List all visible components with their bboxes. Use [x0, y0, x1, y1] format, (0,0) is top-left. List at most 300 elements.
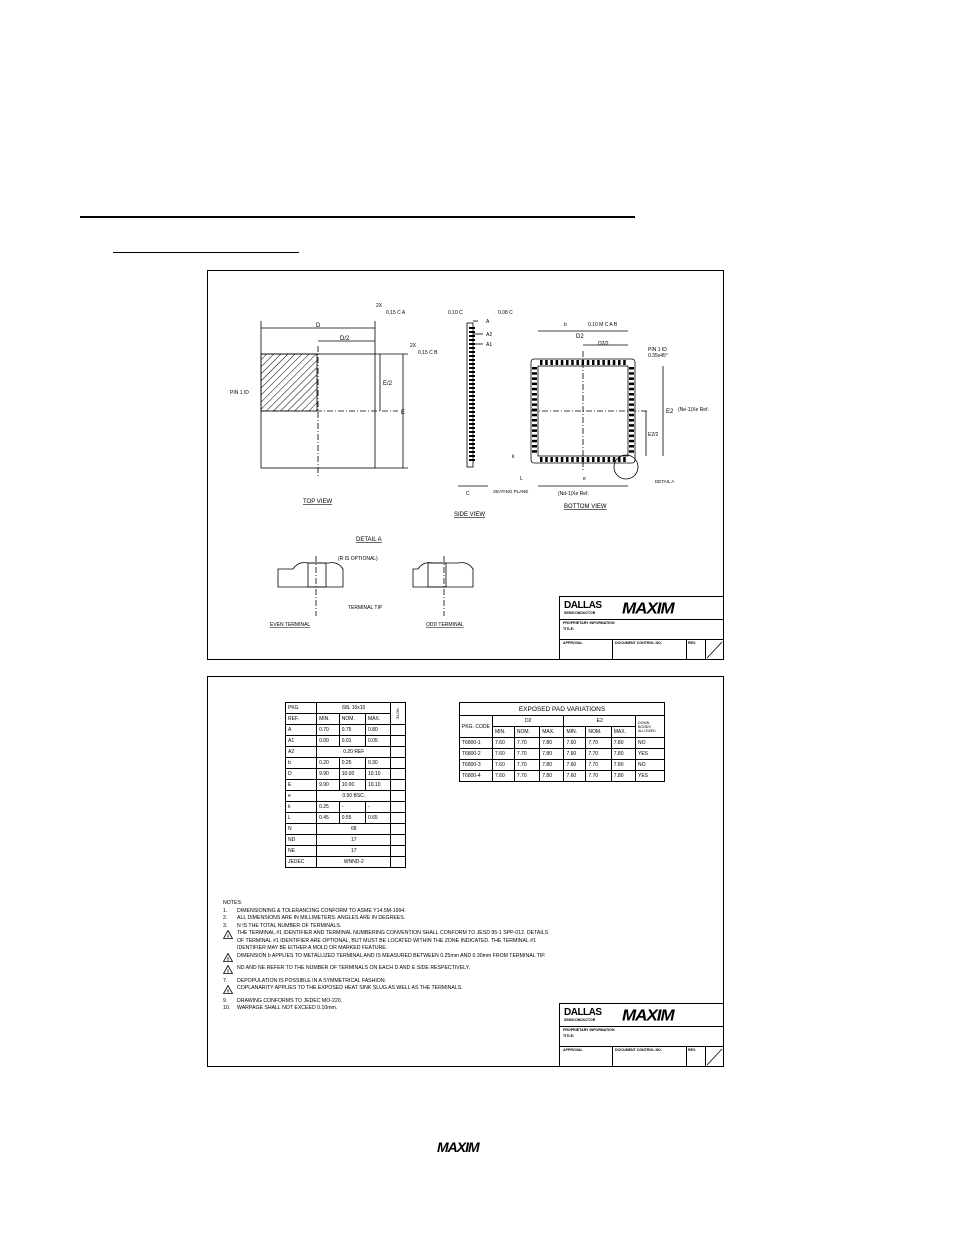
doc-control-label: DOCUMENT CONTROL NO.: [615, 641, 662, 645]
terminal-pad: [532, 435, 537, 438]
terminal-pad: [532, 377, 537, 380]
terminal-pad: [613, 457, 616, 462]
table-cell: 7.60: [493, 760, 515, 771]
terminal-pad: [469, 455, 475, 457]
terminal-pad: [623, 457, 626, 462]
table-cell: k: [286, 802, 317, 813]
terminal-pad: [629, 393, 634, 396]
table-row: [286, 802, 406, 813]
note-text: N IS THE TOTAL NUMBER OF TERMINALS.: [237, 922, 342, 929]
detail-a-title: DETAIL A: [356, 537, 382, 543]
terminal-pad: [532, 388, 537, 391]
svg-text:b: b: [564, 322, 567, 328]
note-text: COPLANARITY APPLIES TO THE EXPOSED HEAT SINK SLUG AS WELL AS THE TERMINALS.: [237, 985, 463, 992]
table-cell: -: [365, 802, 390, 813]
table-row: [460, 771, 665, 782]
table-cell: 7.80: [540, 738, 564, 749]
rev-label: REV.: [688, 1048, 697, 1052]
terminal-pad: [540, 360, 543, 365]
table-cell: 7.60: [493, 738, 515, 749]
terminal-pad: [469, 411, 475, 413]
terminal-pad: [571, 457, 574, 462]
table-cell: 7.70: [586, 749, 611, 760]
table-cell: NE: [286, 846, 317, 857]
table-cell: 0.80: [365, 725, 390, 736]
svg-text:D2: D2: [576, 334, 584, 340]
note-item: [223, 930, 553, 953]
terminal-pad: [613, 360, 616, 365]
terminal-pad: [550, 457, 553, 462]
note-item: [223, 923, 553, 931]
terminal-pad: [629, 377, 634, 380]
terminal-pad: [587, 457, 590, 462]
pin1-label: PIN 1 ID: [230, 390, 249, 396]
terminal-pad: [629, 388, 634, 391]
terminal-pad: [602, 457, 605, 462]
table-cell: 10.00: [339, 780, 365, 791]
svg-text:D2/2: D2/2: [598, 341, 609, 347]
table-header-cell: PKG. CODE: [460, 716, 493, 738]
table-cell: [391, 736, 406, 747]
note-item: [223, 953, 553, 966]
terminal-pad: [469, 447, 475, 449]
table-cell: 0.45: [317, 813, 340, 824]
terminal-pad: [469, 423, 475, 425]
terminal-pad: [469, 407, 475, 409]
title-label: TITLE:: [563, 1034, 575, 1038]
table-cell: A: [286, 725, 317, 736]
svg-text:0.35x45°: 0.35x45°: [648, 353, 668, 359]
terminal-pad: [532, 367, 537, 370]
terminal-pad: [469, 343, 475, 345]
terminal-pad: [618, 360, 621, 365]
terminal-pad: [469, 327, 475, 329]
terminal-pad: [532, 403, 537, 406]
table-cell: E: [286, 780, 317, 791]
terminal-pad: [469, 399, 475, 401]
table-cell: 10.00: [339, 769, 365, 780]
note-number: 2.: [223, 915, 228, 922]
table-row: [286, 791, 406, 802]
terminal-pad: [550, 360, 553, 365]
terminal-pad: [469, 439, 475, 441]
title-block: [559, 596, 723, 659]
terminal-pad: [629, 450, 634, 453]
table-cell: 7.60: [564, 771, 586, 782]
table-cell: YES: [636, 749, 665, 760]
note-text: THE TERMINAL #1 IDENTIFIER AND TERMINAL NUMBERING CONVENTION SHALL CONFORM TO JESD 95-1 SPP-012. DETAILS OF TERMINAL #1 IDENTIFIER ARE OPTIONAL, BUT MUST BE LOCATED WITHIN THE ZONE INDICATED. THE TERMINAL #1 IDENTIFIER MAY BE EITHER A MOLD OR MARKED FEATURE.: [237, 930, 549, 952]
note-triangle-icon: [223, 953, 233, 966]
terminal-pad: [469, 379, 475, 381]
table-cell: [391, 846, 406, 857]
terminal-pad: [561, 457, 564, 462]
doc-control-label: DOCUMENT CONTROL NO.: [615, 1048, 662, 1052]
dim-e: E: [401, 410, 406, 416]
terminal-pad: [469, 355, 475, 357]
dimension-table: [285, 702, 406, 868]
terminal-pad: [532, 440, 537, 443]
table-cell: [391, 813, 406, 824]
table-row: [460, 716, 665, 727]
bottom-view-label: BOTTOM VIEW: [564, 504, 607, 510]
table-cell: WNND-2: [317, 857, 391, 868]
note-triangle-icon: [223, 985, 233, 998]
side-view-label: SIDE VIEW: [454, 512, 486, 518]
terminal-pad: [469, 335, 475, 337]
terminal-pad: [597, 457, 600, 462]
terminal-pad: [469, 435, 475, 437]
table-cell: 0.01: [339, 736, 365, 747]
table-cell: A1: [286, 736, 317, 747]
table-cell: 0.55: [339, 813, 365, 824]
table-header-cell: NOM.: [339, 714, 365, 725]
footer-maxim-logo: MAXIM: [437, 1139, 479, 1155]
terminal-pad: [469, 375, 475, 377]
terminal-pad: [469, 347, 475, 349]
note-number: 7.: [223, 977, 228, 984]
terminal-pad: [566, 457, 569, 462]
svg-text:8: 8: [226, 988, 230, 994]
svg-text:4: 4: [226, 933, 230, 939]
table-cell: 9.90: [317, 769, 340, 780]
table-cell: PKG: [286, 703, 317, 714]
terminal-pad: [469, 359, 475, 361]
tol-frame-a: 0.15 C A: [386, 310, 406, 316]
title-block: [559, 1003, 723, 1066]
table-cell: 7.60: [493, 771, 515, 782]
dim-d-half: D/2: [340, 336, 350, 342]
notes-title: NOTES:: [223, 900, 243, 906]
tol-frame-b: 0.15 C B: [418, 350, 438, 356]
table-header-cell: MAX.: [611, 727, 635, 738]
table-cell: [391, 747, 406, 758]
table-row: [286, 835, 406, 846]
proprietary-label: PROPRIETARY INFORMATION: [563, 621, 615, 625]
table-header-cell: MAX.: [540, 727, 564, 738]
note-text: DEPOPULATION IS POSSIBLE IN A SYMMETRICAL FASHION.: [237, 977, 387, 984]
terminal-pad: [629, 424, 634, 427]
table-cell: 7.80: [611, 749, 635, 760]
bottom-view-pads: [469, 327, 634, 462]
terminal-pad: [469, 395, 475, 397]
section-rule: [80, 216, 635, 218]
terminal-pad: [629, 440, 634, 443]
terminal-pad: [592, 457, 595, 462]
terminal-pad: [469, 387, 475, 389]
table-cell: [391, 725, 406, 736]
terminal-pad: [540, 457, 543, 462]
terminal-tip-label: TERMINAL TIP: [348, 605, 383, 611]
svg-text:A: A: [486, 319, 490, 325]
seating-plane-label: SEATING PLANE: [493, 489, 529, 494]
table-cell: 0.50 BSC.: [317, 791, 391, 802]
terminal-pad: [629, 429, 634, 432]
table-cell: T6800-4: [460, 771, 493, 782]
table-cell: 0.00: [317, 736, 340, 747]
note-item: [223, 978, 553, 986]
terminal-pad: [469, 383, 475, 385]
table-cell: 68L 10x10: [317, 703, 391, 714]
terminal-pad: [556, 457, 559, 462]
terminal-pad: [618, 457, 621, 462]
position-frame: 0.10 M C A B: [588, 322, 618, 328]
company-logo: DALLAS SEMICONDUCTOR MAXIM: [560, 1004, 723, 1027]
table-cell: 0.70: [317, 725, 340, 736]
note-item: [223, 965, 553, 978]
table-cell: 7.70: [514, 749, 539, 760]
approval-label: APPROVAL: [563, 641, 583, 645]
note-item: [223, 915, 553, 923]
rev-label: REV.: [688, 641, 697, 645]
svg-text:L: L: [520, 476, 523, 482]
terminal-pad: [469, 367, 475, 369]
table-cell: NOTE: [391, 703, 406, 725]
table-row: [286, 714, 406, 725]
table-cell: [391, 835, 406, 846]
table-cell: 0.20 REF: [317, 747, 391, 758]
terminal-pad: [532, 372, 537, 375]
table-row: [460, 760, 665, 771]
table-header-cell: DOWN BONDS ALLOWED: [636, 716, 665, 738]
nd-ref-label: (Nd-1)Xe Ref.: [558, 491, 589, 497]
table-cell: ND: [286, 835, 317, 846]
terminal-pad: [469, 371, 475, 373]
note-text: ALL DIMENSIONS ARE IN MILLIMETERS. ANGLES ARE IN DEGREES.: [237, 915, 406, 922]
note-text: DIMENSIONING & TOLERANCING CONFORM TO ASME Y14.5M-1994.: [237, 907, 406, 914]
table-header-cell: MIN.: [564, 727, 586, 738]
table-row: [286, 857, 406, 868]
svg-text:2X: 2X: [376, 303, 383, 309]
table-cell: 7.70: [586, 760, 611, 771]
note-text: DIMENSION b APPLIES TO METALLIZED TERMINAL AND IS MEASURED BETWEEN 0.25mm AND 0.30mm FROM TERMINAL TIP.: [237, 952, 546, 959]
table-cell: A2: [286, 747, 317, 758]
table-row: [286, 769, 406, 780]
table-cell: [391, 802, 406, 813]
terminal-pad: [576, 457, 579, 462]
table-row: [286, 725, 406, 736]
table-cell: 7.70: [514, 760, 539, 771]
table-cell: 0.75: [339, 725, 365, 736]
dim-e-half: E/2: [383, 381, 393, 387]
table-cell: NO: [636, 760, 665, 771]
terminal-pad: [571, 360, 574, 365]
terminal-pad: [629, 403, 634, 406]
terminal-pad: [532, 383, 537, 386]
terminal-pad: [566, 360, 569, 365]
exposed-pad-table: [459, 702, 665, 782]
note-triangle-icon: [223, 965, 233, 978]
terminal-pad: [561, 360, 564, 365]
subsection-rule: [113, 252, 299, 253]
table-cell: [391, 791, 406, 802]
terminal-pad: [469, 391, 475, 393]
table-cell: 7.80: [611, 738, 635, 749]
terminal-pad: [545, 457, 548, 462]
table-cell: 0.20: [317, 758, 340, 769]
table-cell: NO: [636, 738, 665, 749]
terminal-pad: [532, 445, 537, 448]
terminal-pad: [469, 331, 475, 333]
dim-d: D: [316, 323, 321, 329]
detail-a-ref: DETAIL A: [655, 479, 675, 484]
terminal-pad: [545, 360, 548, 365]
table-row: [460, 703, 665, 716]
note-item: [223, 1005, 553, 1013]
svg-text:E2/2: E2/2: [648, 432, 659, 438]
terminal-pad: [532, 393, 537, 396]
terminal-pad: [469, 403, 475, 405]
table-cell: 0.30: [365, 758, 390, 769]
terminal-pad: [532, 419, 537, 422]
note-number: 1.: [223, 907, 228, 914]
terminal-pad: [469, 339, 475, 341]
table-header-cell: E2: [564, 716, 636, 727]
table-cell: 7.60: [493, 749, 515, 760]
table-row: [286, 758, 406, 769]
table-cell: N: [286, 824, 317, 835]
notes-block: [223, 900, 553, 1013]
terminal-pad: [582, 457, 585, 462]
terminal-pad: [629, 398, 634, 401]
terminal-pad: [469, 427, 475, 429]
table-cell: YES: [636, 771, 665, 782]
table-row: [286, 813, 406, 824]
table-header-cell: MAX.: [365, 714, 390, 725]
table-cell: 17: [317, 835, 391, 846]
table-cell: 68: [317, 824, 391, 835]
terminal-pad: [608, 457, 611, 462]
terminal-pad: [587, 360, 590, 365]
terminal-pad: [597, 360, 600, 365]
table-row: [460, 738, 665, 749]
terminal-pad: [629, 409, 634, 412]
terminal-pad: [602, 360, 605, 365]
approval-label: APPROVAL: [563, 1048, 583, 1052]
svg-text:2X: 2X: [410, 343, 417, 349]
table-cell: [391, 769, 406, 780]
table-cell: 9.90: [317, 780, 340, 791]
table-cell: b: [286, 758, 317, 769]
top-view-label: TOP VIEW: [303, 499, 333, 505]
terminal-pad: [532, 414, 537, 417]
terminal-pad: [532, 424, 537, 427]
table-cell: T6800-1: [460, 738, 493, 749]
terminal-pad: [469, 415, 475, 417]
table-cell: 17: [317, 846, 391, 857]
table-row: [286, 846, 406, 857]
table-cell: [391, 758, 406, 769]
svg-text:6: 6: [226, 968, 230, 974]
table-row: [286, 736, 406, 747]
terminal-pad: [532, 450, 537, 453]
table-header-cell: MIN.: [493, 727, 515, 738]
note-text: ND AND NE REFER TO THE NUMBER OF TERMINALS ON EACH D AND E SIDE RESPECTIVELY.: [237, 965, 470, 972]
terminal-pad: [469, 443, 475, 445]
table-cell: e: [286, 791, 317, 802]
table-cell: 10.10: [365, 780, 390, 791]
svg-text:(R IS OPTIONAL): (R IS OPTIONAL): [338, 556, 378, 562]
table-row: [286, 780, 406, 791]
table-header-cell: D2: [493, 716, 564, 727]
terminal-pad: [629, 419, 634, 422]
table-cell: 7.60: [564, 738, 586, 749]
terminal-pad: [608, 360, 611, 365]
table-title: EXPOSED PAD VARIATIONS: [460, 703, 665, 716]
title-label: TITLE:: [563, 627, 575, 631]
note-text: DRAWING CONFORMS TO JEDEC MO-220.: [237, 997, 343, 1004]
terminal-pad: [469, 431, 475, 433]
terminal-pad: [623, 360, 626, 365]
terminal-pad: [629, 445, 634, 448]
table-cell: T6800-2: [460, 749, 493, 760]
terminal-pad: [629, 414, 634, 417]
svg-text:A1: A1: [486, 342, 493, 348]
note-text: WARPAGE SHALL NOT EXCEED 0.10mm.: [237, 1005, 338, 1012]
table-cell: 7.80: [611, 760, 635, 771]
terminal-pad: [469, 363, 475, 365]
note-number: 3.: [223, 922, 228, 929]
note-item: [223, 908, 553, 916]
terminal-pad: [592, 360, 595, 365]
note-number: 10.: [223, 1005, 231, 1012]
ne-ref-label: (Ne-1)Xe Ref.: [678, 407, 709, 413]
table-cell: 7.80: [540, 749, 564, 760]
table-cell: 7.70: [514, 738, 539, 749]
svg-text:e: e: [583, 476, 586, 482]
svg-text:E2: E2: [666, 409, 674, 415]
flatness-frame: 0.10 C: [448, 310, 463, 316]
note-item: [223, 985, 553, 998]
terminal-pad: [532, 429, 537, 432]
table-header-cell: NOM.: [514, 727, 539, 738]
note-number: 9.: [223, 997, 228, 1004]
table-cell: 7.80: [611, 771, 635, 782]
terminal-pad: [629, 372, 634, 375]
terminal-pad: [469, 451, 475, 453]
table-cell: 7.60: [564, 749, 586, 760]
table-header-cell: REF.: [286, 714, 317, 725]
table-cell: 7.80: [540, 760, 564, 771]
note-triangle-icon: [223, 930, 233, 953]
table-cell: [391, 857, 406, 868]
table-row: [286, 747, 406, 758]
svg-text:A2: A2: [486, 332, 493, 338]
terminal-pad: [469, 419, 475, 421]
table-cell: 0.05: [365, 736, 390, 747]
terminal-pad: [532, 398, 537, 401]
note-item: [223, 998, 553, 1006]
table-cell: 7.60: [564, 760, 586, 771]
table-header-cell: MIN.: [317, 714, 340, 725]
table-cell: [391, 824, 406, 835]
table-header-cell: NOM.: [586, 727, 611, 738]
company-logo: DALLAS SEMICONDUCTOR MAXIM: [560, 597, 723, 620]
coplanarity-frame: 0.08 C: [498, 310, 513, 316]
terminal-pad: [629, 367, 634, 370]
svg-text:PIN 1 ID: PIN 1 ID: [648, 347, 667, 353]
svg-text:k: k: [512, 454, 515, 460]
terminal-pad: [629, 383, 634, 386]
terminal-pad: [582, 360, 585, 365]
table-cell: 0.25: [317, 802, 340, 813]
table-cell: 7.70: [586, 738, 611, 749]
dimension-sheet: [207, 676, 724, 1067]
terminal-pad: [469, 351, 475, 353]
table-cell: 0.25: [339, 758, 365, 769]
terminal-pad: [469, 459, 475, 461]
table-cell: -: [339, 802, 365, 813]
table-cell: 7.70: [586, 771, 611, 782]
